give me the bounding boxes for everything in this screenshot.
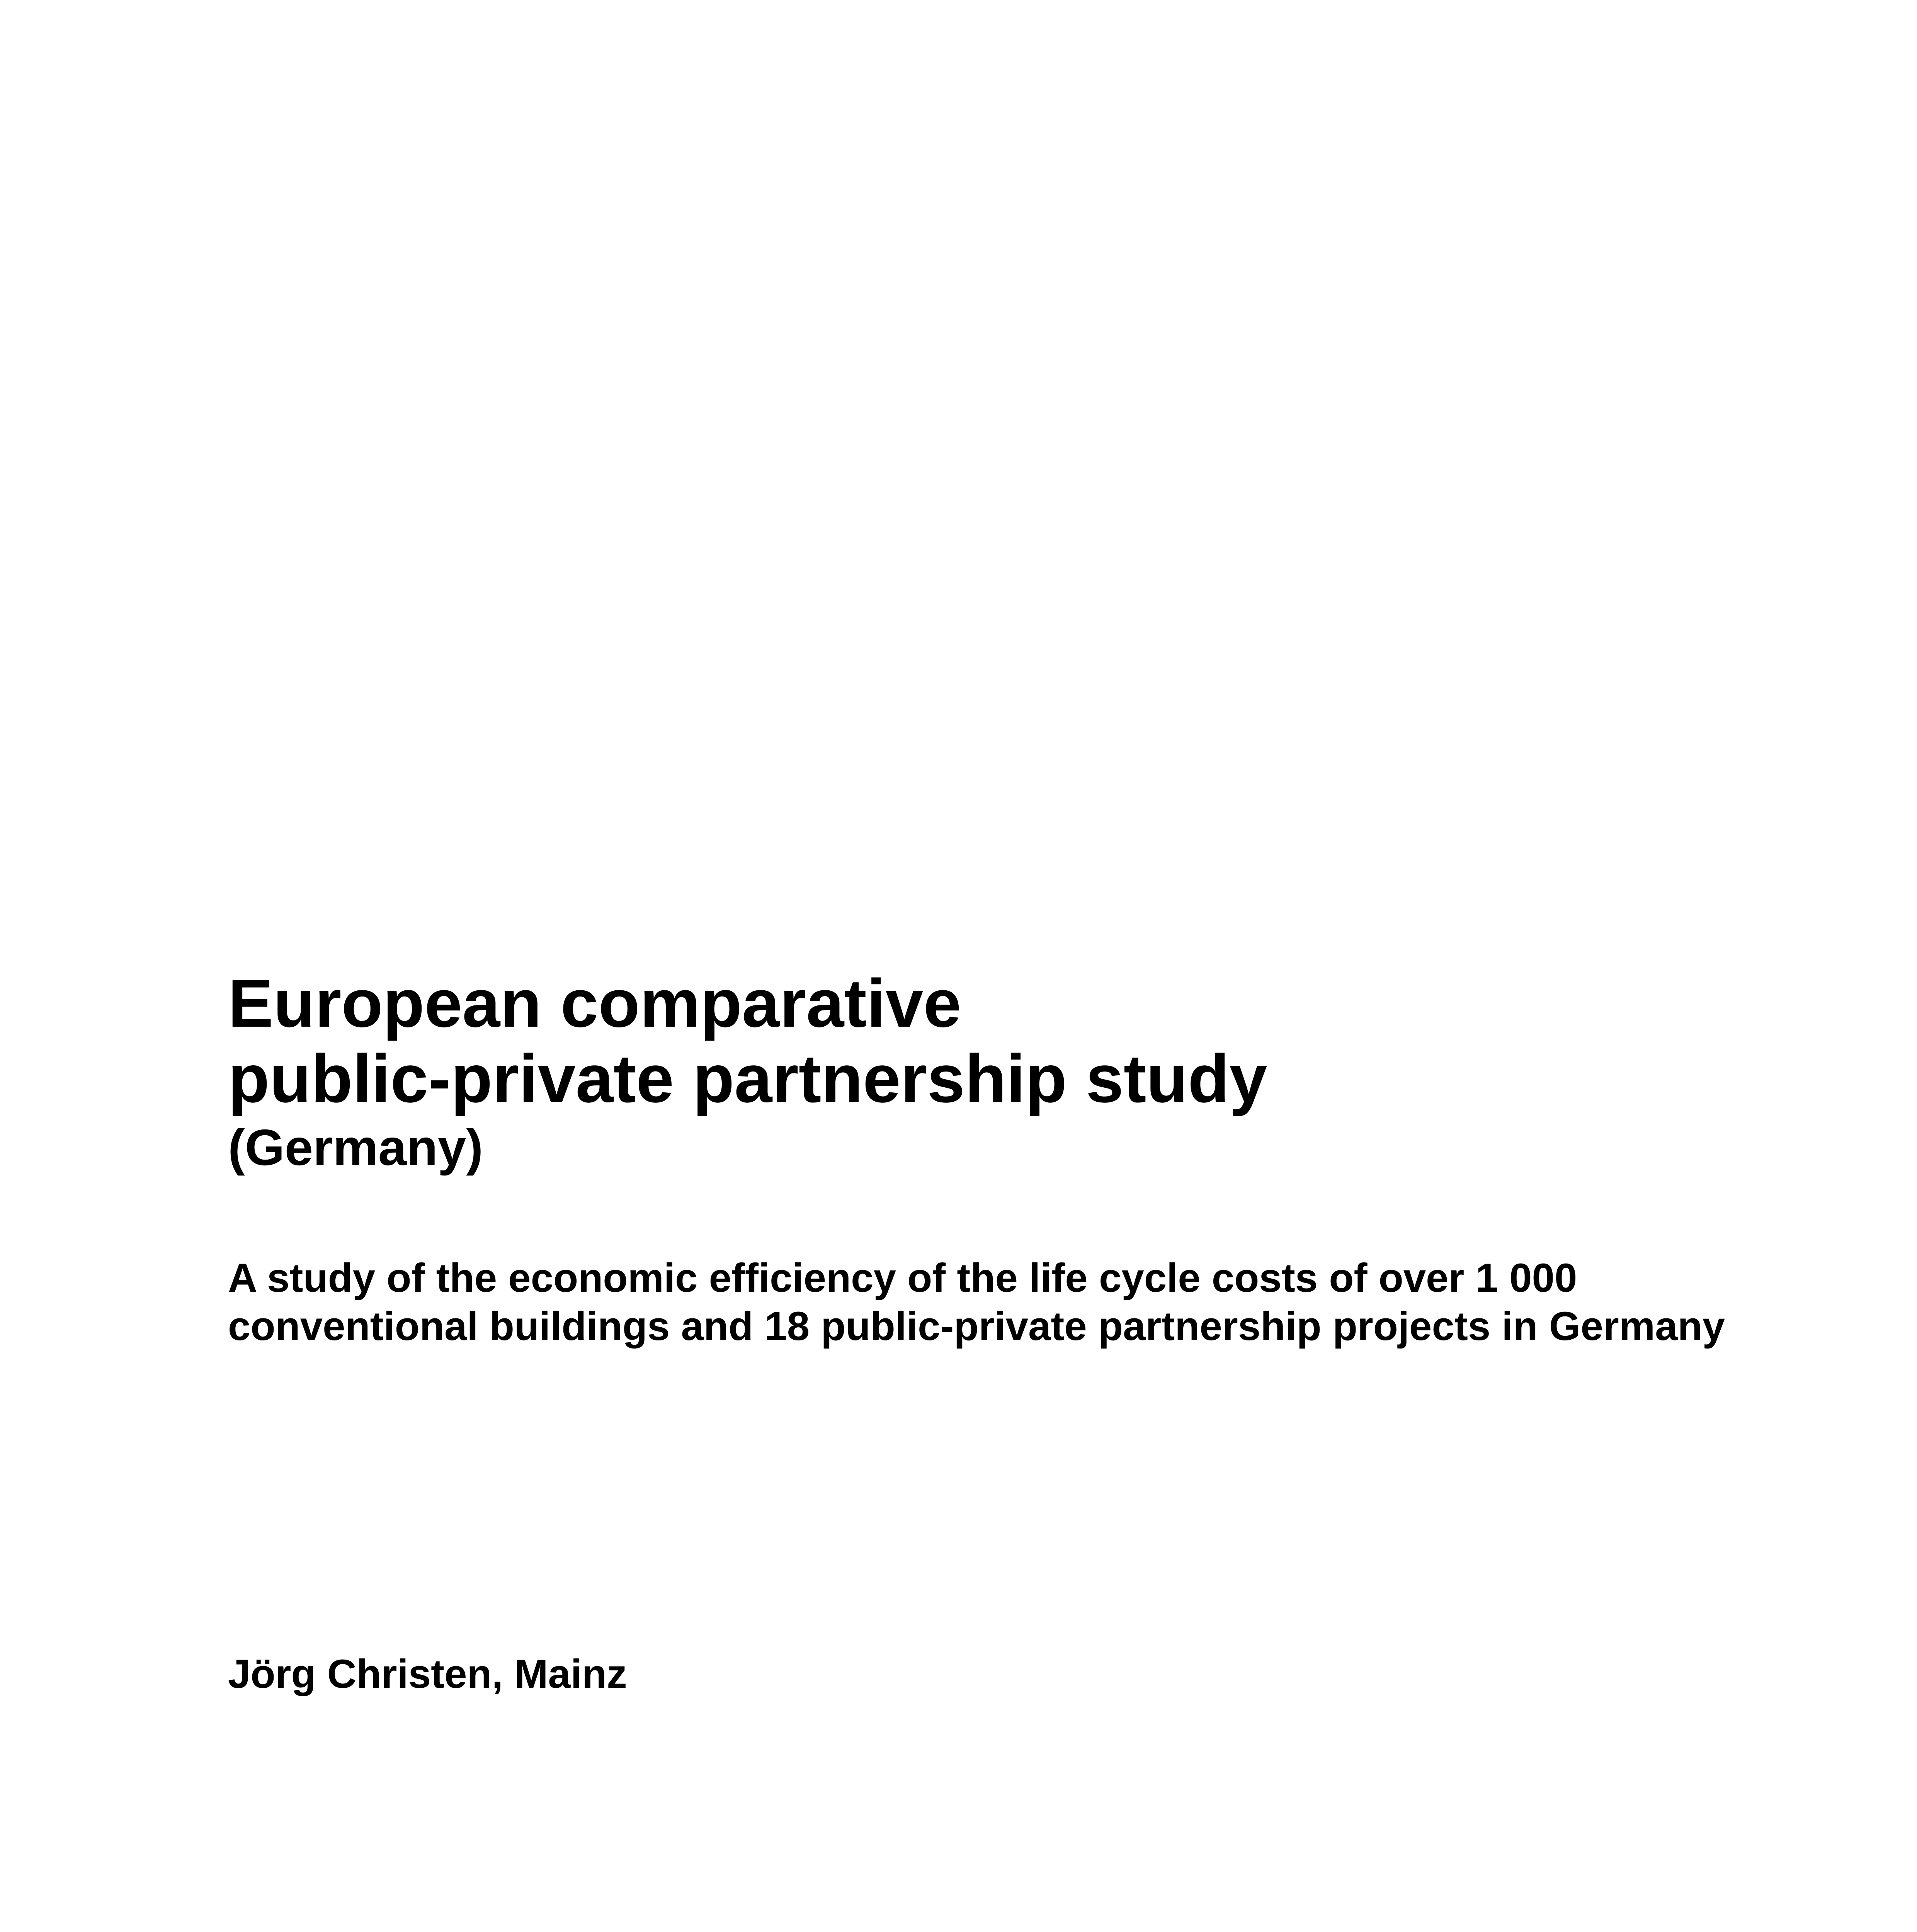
- title-block: [228, 966, 1735, 1179]
- document-title-line-2: public-private partnership study: [228, 1041, 1267, 1117]
- document-title-country: (Germany): [228, 1119, 483, 1176]
- document-author: Jörg Christen, Mainz: [228, 1651, 627, 1697]
- document-title-line-1: European comparative: [228, 966, 961, 1041]
- document-subtitle: A study of the economic efficiency of the life cycle costs of over 1 000 conventional buildings and 18 public-private partnership projects in Germany: [228, 1255, 1725, 1349]
